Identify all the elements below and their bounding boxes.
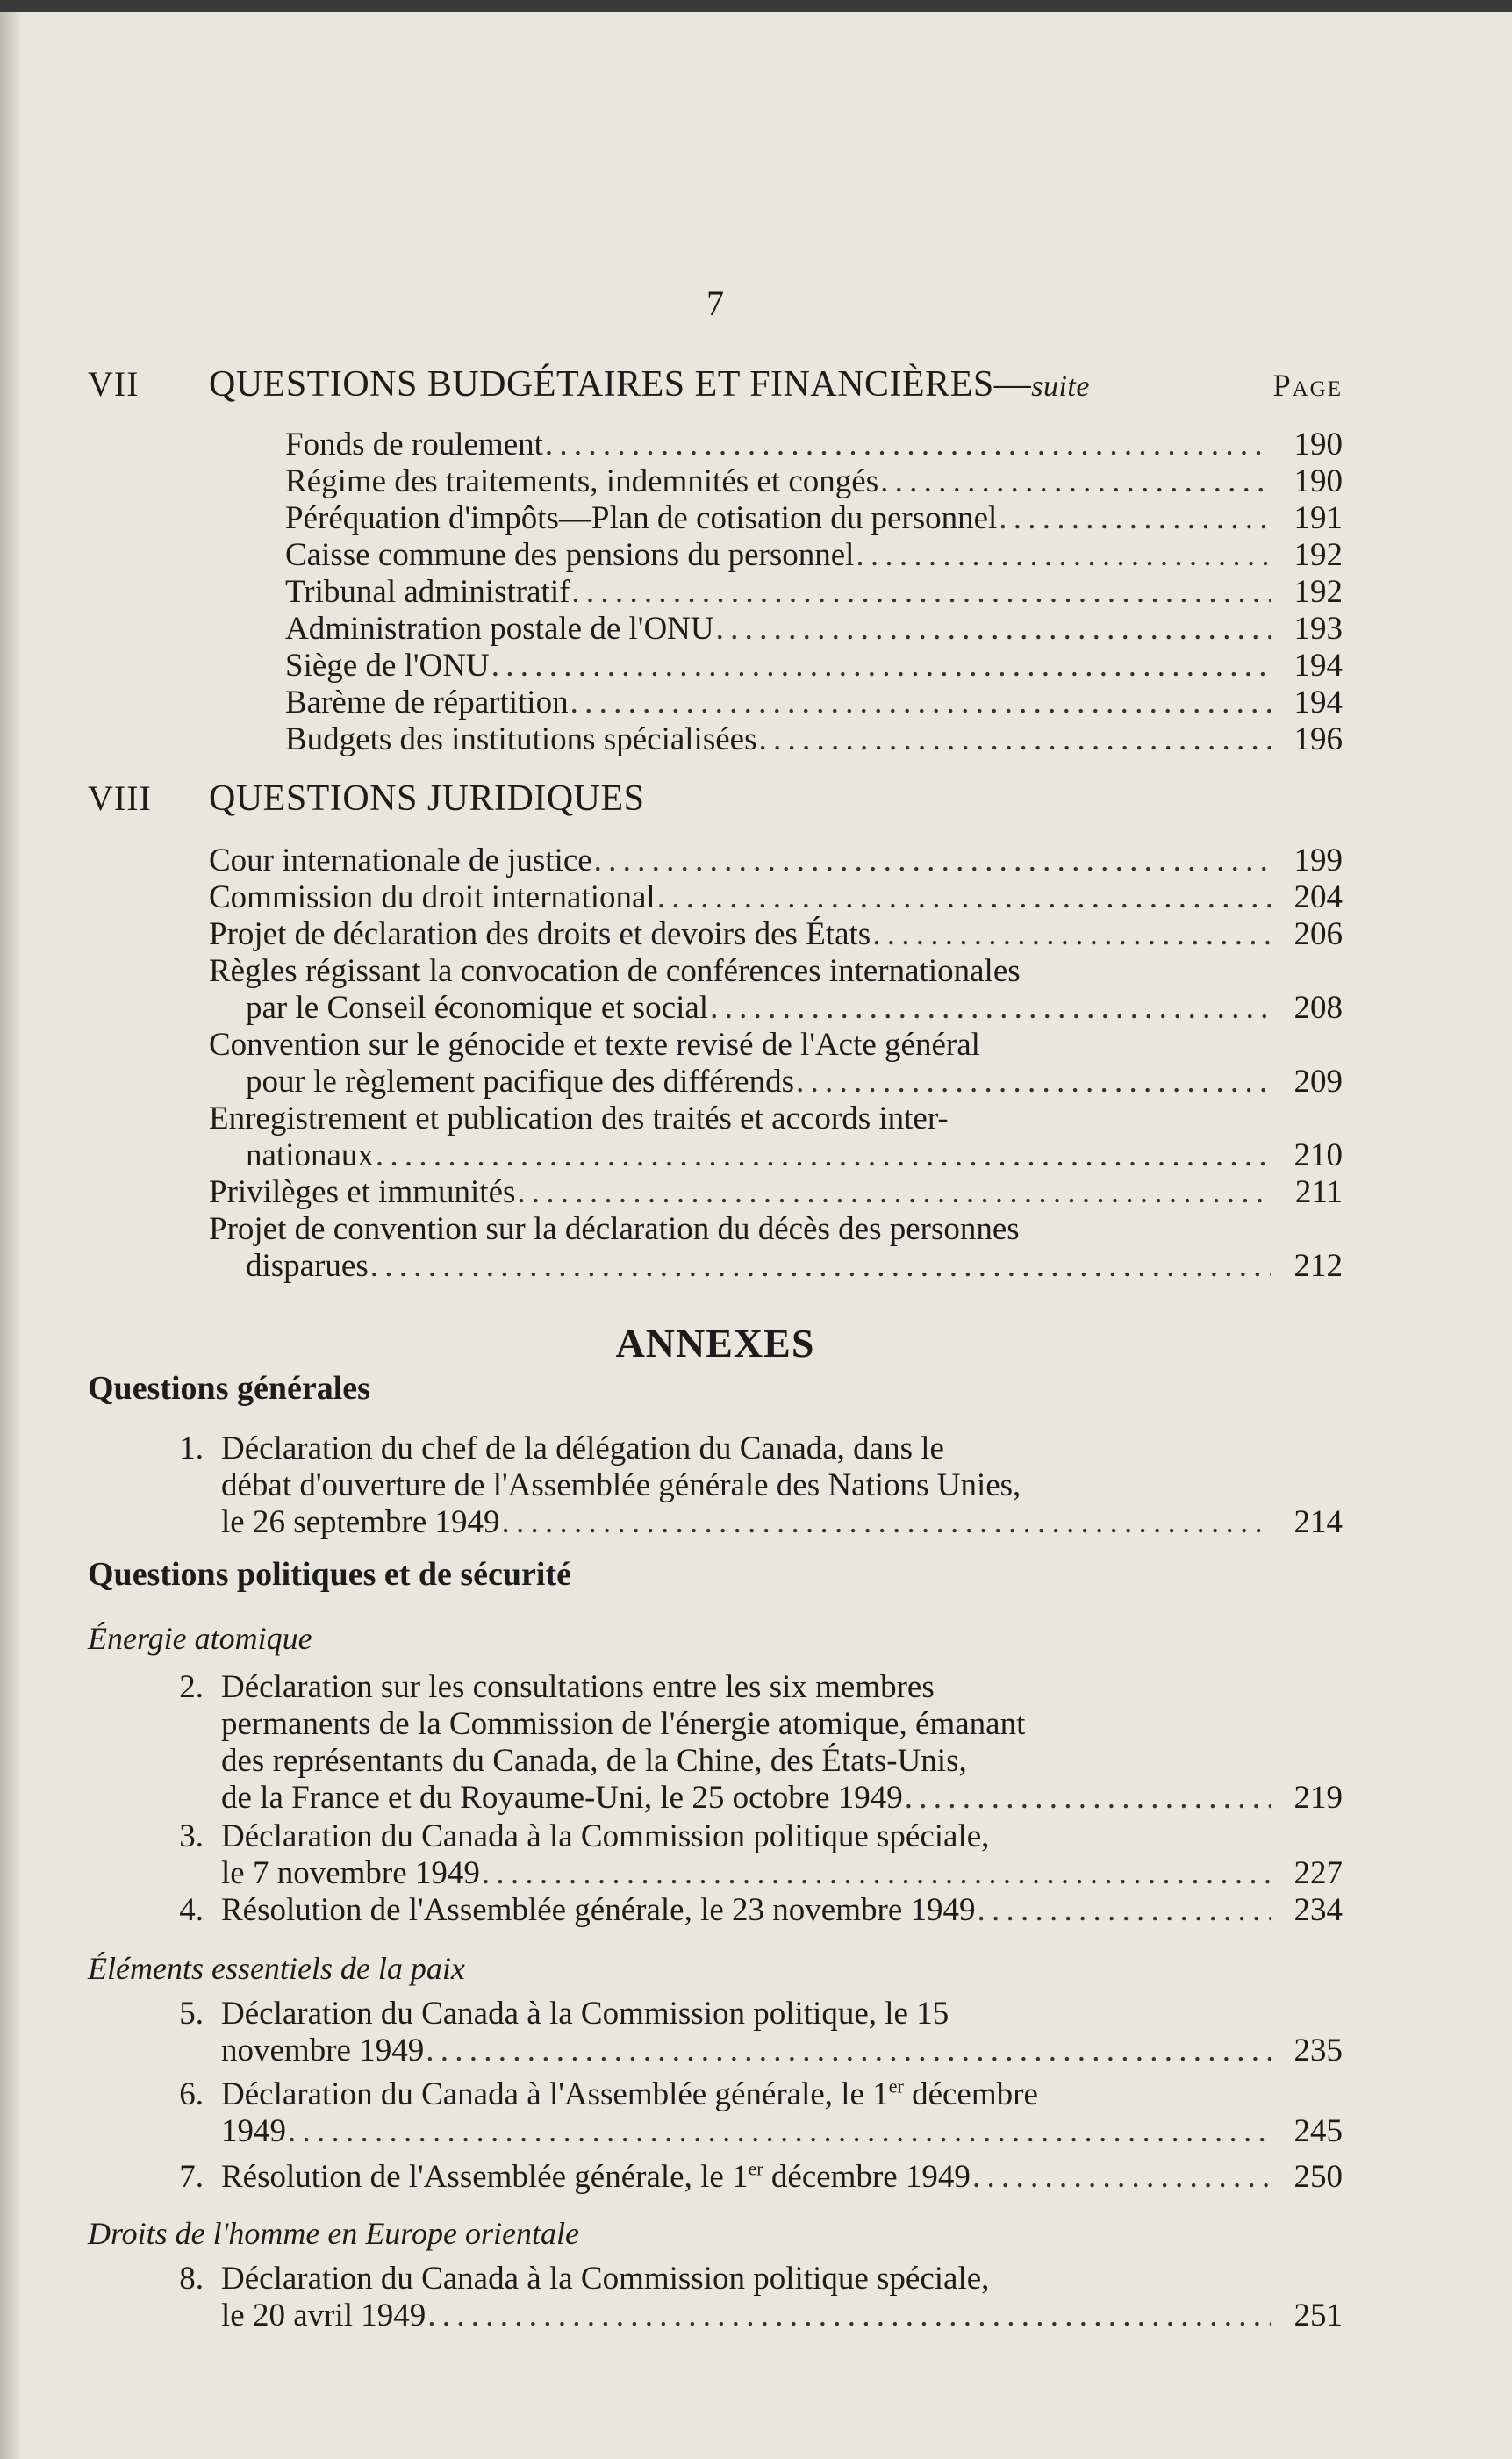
annex-page-number: 235 bbox=[1293, 2032, 1343, 2068]
toc-page-number: 206 bbox=[1293, 916, 1343, 952]
section-title-suffix: suite bbox=[1031, 370, 1090, 403]
annex-page-number: 234 bbox=[1293, 1892, 1343, 1928]
toc-entry[interactable]: Convention sur le génocide et texte revisé de l'Acte général pour le règlement pacifique des différends . . . 209 bbox=[209, 1027, 1343, 1100]
subgroup-heading-atomic: Énergie atomique bbox=[88, 1621, 312, 1656]
page-number: 7 bbox=[706, 283, 724, 323]
annex-page-number: 214 bbox=[1293, 1504, 1343, 1540]
annex-entry[interactable]: 7. Résolution de l'Assemblée générale, le 1er décembre 1949 . . . 250 bbox=[158, 2159, 1343, 2196]
annex-page-number: 245 bbox=[1293, 2113, 1343, 2149]
toc-entry[interactable]: Fonds de roulement . . . 190 bbox=[285, 427, 1343, 463]
toc-entry[interactable]: Cour internationale de justice . . . 199 bbox=[209, 842, 1343, 879]
document-page bbox=[88, 0, 1343, 2459]
toc-entry[interactable]: Projet de déclaration des droits et devoirs des États . . . 206 bbox=[209, 916, 1343, 953]
annex-entry[interactable]: 8. Déclaration du Canada à la Commission politique spéciale, le 20 avril 1949 . . . 251 bbox=[158, 2261, 1343, 2334]
annex-page-number: 227 bbox=[1293, 1855, 1343, 1891]
toc-entry[interactable]: Régime des traitements, indemnités et congés . . . 190 bbox=[285, 463, 1343, 500]
page-column-label: Page bbox=[1272, 368, 1343, 403]
toc-entry[interactable]: Péréquation d'impôts—Plan de cotisation du personnel . . . 191 bbox=[285, 500, 1343, 537]
subgroup-heading-human-rights: Droits de l'homme en Europe orientale bbox=[88, 2216, 579, 2251]
toc-page-number: 212 bbox=[1293, 1248, 1343, 1284]
toc-entry[interactable]: Tribunal administratif . . . 192 bbox=[285, 574, 1343, 611]
toc-page-number: 209 bbox=[1293, 1064, 1343, 1100]
toc-entry[interactable]: Commission du droit international . . . 204 bbox=[209, 879, 1343, 916]
annex-page-number: 250 bbox=[1293, 2159, 1343, 2195]
toc-page-number: 190 bbox=[1293, 463, 1343, 499]
subgroup-heading-peace: Éléments essentiels de la paix bbox=[88, 1951, 465, 1986]
toc-entry[interactable]: Administration postale de l'ONU . . . 193 bbox=[285, 611, 1343, 648]
toc-page-number: 194 bbox=[1293, 648, 1343, 684]
section-viii-entries bbox=[209, 842, 1343, 1285]
toc-page-number: 208 bbox=[1293, 990, 1343, 1026]
annex-entry[interactable]: 1. Déclaration du chef de la délégation du Canada, dans le débat d'ouverture de l'Assemblée générale des Nations Unies, le 26 septembre 1949 . . . 214 bbox=[158, 1430, 1343, 1541]
toc-entry[interactable]: Siège de l'ONU . . . 194 bbox=[285, 648, 1343, 685]
annex-entry[interactable]: 2. Déclaration sur les consultations entre les six membres permanents de la Commission de l'énergie atomique, émanant des représentants du Canada, de la Chine, des États-Unis, de la France et du Royaume-Uni, le 25 octobre 1949 . . . 219 bbox=[158, 1669, 1343, 1817]
section-vii-entries bbox=[285, 427, 1343, 758]
toc-page-number: 196 bbox=[1293, 721, 1343, 757]
toc-page-number: 210 bbox=[1293, 1137, 1343, 1173]
toc-entry[interactable]: Projet de convention sur la déclaration du décès des personnes disparues . . . 212 bbox=[209, 1211, 1343, 1285]
toc-entry[interactable]: Budgets des institutions spécialisées . . . 196 bbox=[285, 721, 1343, 758]
annex-page-number: 219 bbox=[1293, 1780, 1343, 1816]
scan-gutter-shadow bbox=[0, 12, 23, 2459]
toc-entry[interactable]: Règles régissant la convocation de conférences internationales par le Conseil économique et social . . . 208 bbox=[209, 953, 1343, 1027]
annex-entry[interactable]: 5. Déclaration du Canada à la Commission politique, le 15 novembre 1949 . . . 235 bbox=[158, 1996, 1343, 2069]
toc-entry[interactable]: Privilèges et immunités . . . 211 bbox=[209, 1174, 1343, 1211]
group-heading-political: Questions politiques et de sécurité bbox=[88, 1556, 571, 1593]
toc-page-number: 199 bbox=[1293, 842, 1343, 878]
section-title: QUESTIONS JURIDIQUES bbox=[209, 778, 645, 819]
toc-page-number: 193 bbox=[1293, 611, 1343, 647]
toc-page-number: 192 bbox=[1293, 574, 1343, 610]
toc-entry[interactable]: Barème de répartition . . . 194 bbox=[285, 685, 1343, 721]
annex-entry[interactable]: 6. Déclaration du Canada à l'Assemblée générale, le 1er décembre 1949 . . . 245 bbox=[158, 2076, 1343, 2150]
section-title: QUESTIONS BUDGÉTAIRES ET FINANCIÈRES—suite bbox=[209, 364, 1090, 405]
annex-page-number: 251 bbox=[1293, 2298, 1343, 2334]
section-roman: VII bbox=[88, 364, 140, 404]
toc-page-number: 192 bbox=[1293, 537, 1343, 573]
section-roman: VIII bbox=[88, 778, 152, 818]
annexes-heading: ANNEXES bbox=[615, 1321, 815, 1366]
annex-entry[interactable]: 3. Déclaration du Canada à la Commission politique spéciale, le 7 novembre 1949 . . . 227 bbox=[158, 1818, 1343, 1892]
toc-page-number: 194 bbox=[1293, 685, 1343, 720]
toc-entry[interactable]: Enregistrement et publication des traités et accords inter- nationaux . . . 210 bbox=[209, 1100, 1343, 1174]
toc-page-number: 190 bbox=[1293, 427, 1343, 462]
toc-entry[interactable]: Caisse commune des pensions du personnel . . . 192 bbox=[285, 537, 1343, 574]
annex-entry[interactable]: 4. Résolution de l'Assemblée générale, le 23 novembre 1949 . . . 234 bbox=[158, 1892, 1343, 1929]
toc-page-number: 204 bbox=[1293, 879, 1343, 915]
group-heading-general: Questions générales bbox=[88, 1370, 370, 1407]
toc-page-number: 211 bbox=[1294, 1174, 1343, 1210]
toc-page-number: 191 bbox=[1293, 500, 1343, 536]
